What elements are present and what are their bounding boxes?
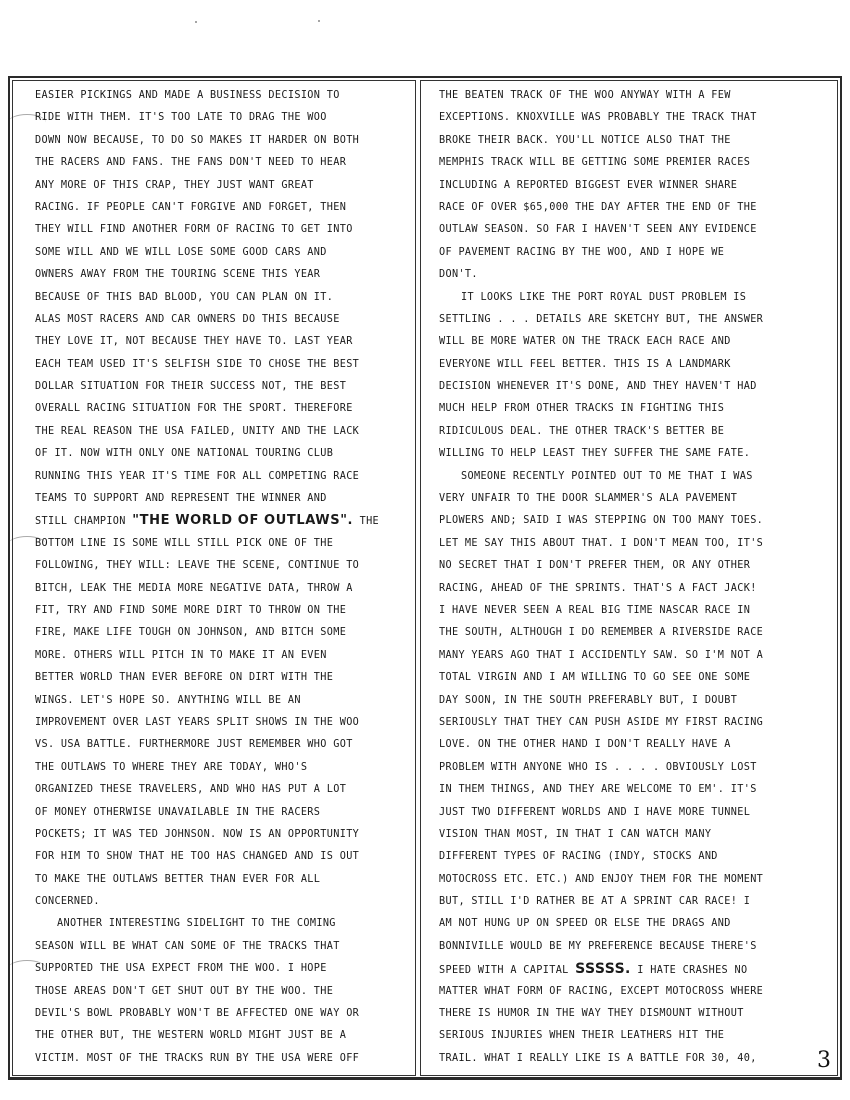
- text-line: SERIOUSLY THAT THEY CAN PUSH ASIDE MY FIRST RACING: [439, 716, 764, 728]
- text-line: IT LOOKS LIKE THE PORT ROYAL DUST PROBLEM IS: [461, 291, 747, 303]
- text-line: MEMPHIS TRACK WILL BE GETTING SOME PREMIER RACES: [439, 157, 751, 169]
- text-line: TEAMS TO SUPPORT AND REPRESENT THE WINNER AND: [35, 493, 327, 505]
- text-line: ALAS MOST RACERS AND CAR OWNERS DO THIS BECAUSE: [35, 313, 340, 325]
- text-line: OVERALL RACING SITUATION FOR THE SPORT. THEREFORE: [35, 403, 353, 415]
- scan-speck: [318, 20, 320, 22]
- left-column-text: [35, 85, 409, 1075]
- left-column: [12, 80, 416, 1076]
- text-line: DOWN NOW BECAUSE, TO DO SO MAKES IT HARDER ON BOTH: [35, 134, 360, 146]
- text-line: TRAIL. WHAT I REALLY LIKE IS A BATTLE FOR 30, 40,: [439, 1052, 757, 1064]
- text-line: DIFFERENT TYPES OF RACING (INDY, STOCKS AND: [439, 851, 718, 863]
- text-line: THEY LOVE IT, NOT BECAUSE THEY HAVE TO. LAST YEAR: [35, 336, 353, 348]
- text-line: RACING, AHEAD OF THE SPRINTS. THAT'S A FACT JACK!: [439, 582, 757, 594]
- text-line: VISION THAN MOST, IN THAT I CAN WATCH MANY: [439, 828, 712, 840]
- text-line: WILLING TO HELP LEAST THEY SUFFER THE SAME FATE.: [439, 448, 751, 460]
- text-line: ANOTHER INTERESTING SIDELIGHT TO THE COMING: [57, 918, 336, 930]
- emphasized-text: SSSSS.: [575, 961, 631, 978]
- text-line: IN THEM THINGS, AND THEY ARE WELCOME TO EM'. IT'S: [439, 784, 757, 796]
- text-line: DON'T.: [439, 269, 478, 281]
- text-line: BROKE THEIR BACK. YOU'LL NOTICE ALSO THAT THE: [439, 134, 731, 146]
- text-line: TO MAKE THE OUTLAWS BETTER THAN EVER FOR ALL: [35, 873, 321, 885]
- text-line: AM NOT HUNG UP ON SPEED OR ELSE THE DRAGS AND: [439, 918, 731, 930]
- text-line: I HAVE NEVER SEEN A REAL BIG TIME NASCAR RACE IN: [439, 604, 751, 616]
- text-line: MANY YEARS AGO THAT I ACCIDENTLY SAW. SO I'M NOT A: [439, 649, 764, 661]
- text-line: PROBLEM WITH ANYONE WHO IS . . . . OBVIOUSLY LOST: [439, 761, 757, 773]
- right-column-text: [439, 85, 827, 1075]
- text-line: FOLLOWING, THEY WILL: LEAVE THE SCENE, CONTINUE TO: [35, 560, 360, 572]
- text-line: INCLUDING A REPORTED BIGGEST EVER WINNER SHARE: [439, 179, 738, 191]
- text-line: IMPROVEMENT OVER LAST YEARS SPLIT SHOWS IN THE WOO: [35, 716, 360, 728]
- text-segment: STILL CHAMPION: [35, 516, 133, 528]
- text-line: THOSE AREAS DON'T GET SHUT OUT BY THE WOO. THE: [35, 985, 334, 997]
- text-line: OF IT. NOW WITH ONLY ONE NATIONAL TOURING CLUB: [35, 448, 334, 460]
- text-line: DEVIL'S BOWL PROBABLY WON'T BE AFFECTED ONE WAY OR: [35, 1008, 360, 1020]
- text-line: SOMEONE RECENTLY POINTED OUT TO ME THAT I WAS: [461, 470, 753, 482]
- text-line: BITCH, LEAK THE MEDIA MORE NEGATIVE DATA, THROW A: [35, 582, 353, 594]
- text-line: PLOWERS AND; SAID I WAS STEPPING ON TOO MANY TOES.: [439, 515, 764, 527]
- text-line: THE BEATEN TRACK OF THE WOO ANYWAY WITH A FEW: [439, 90, 731, 101]
- text-line: THE OUTLAWS TO WHERE THEY ARE TODAY, WHO'S: [35, 761, 308, 773]
- text-line: FIT, TRY AND FIND SOME MORE DIRT TO THROW ON THE: [35, 604, 347, 616]
- text-line: WINGS. LET'S HOPE SO. ANYTHING WILL BE AN: [35, 694, 301, 706]
- text-line: OF MONEY OTHERWISE UNAVAILABLE IN THE RACERS: [35, 806, 321, 818]
- text-line: SOME WILL AND WE WILL LOSE SOME GOOD CARS AND: [35, 246, 327, 258]
- text-line: EXCEPTIONS. KNOXVILLE WAS PROBABLY THE TRACK THAT: [439, 112, 757, 124]
- text-line: [35, 510, 409, 532]
- text-line: RIDE WITH THEM. IT'S TOO LATE TO DRAG THE WOO: [35, 112, 327, 124]
- text-line: TOTAL VIRGIN AND I AM WILLING TO GO SEE ONE SOME: [439, 672, 751, 684]
- text-line: CONCERNED.: [35, 896, 100, 908]
- text-line: MATTER WHAT FORM OF RACING, EXCEPT MOTOCROSS WHERE: [439, 985, 764, 997]
- text-line: BOTTOM LINE IS SOME WILL STILL PICK ONE OF THE: [35, 537, 334, 549]
- text-line: DOLLAR SITUATION FOR THEIR SUCCESS NOT, THE BEST: [35, 381, 347, 393]
- emphasized-text: "THE WORLD OF OUTLAWS".: [132, 513, 354, 529]
- text-line: BECAUSE OF THIS BAD BLOOD, YOU CAN PLAN ON IT.: [35, 291, 334, 303]
- text-line: JUST TWO DIFFERENT WORLDS AND I HAVE MORE TUNNEL: [439, 806, 751, 818]
- text-line: NO SECRET THAT I DON'T PREFER THEM, OR ANY OTHER: [439, 560, 751, 572]
- text-line: RUNNING THIS YEAR IT'S TIME FOR ALL COMPETING RACE: [35, 470, 360, 482]
- text-segment: SPEED WITH A CAPITAL: [439, 965, 576, 977]
- text-line: WILL BE MORE WATER ON THE TRACK EACH RACE AND: [439, 336, 731, 348]
- text-line: RIDICULOUS DEAL. THE OTHER TRACK'S BETTER BE: [439, 425, 725, 437]
- text-line: SETTLING . . . DETAILS ARE SKETCHY BUT, THE ANSWER: [439, 313, 764, 325]
- text-line: EASIER PICKINGS AND MADE A BUSINESS DECISION TO: [35, 90, 340, 101]
- text-line: MUCH HELP FROM OTHER TRACKS IN FIGHTING THIS: [439, 403, 725, 415]
- text-line: VERY UNFAIR TO THE DOOR SLAMMER'S ALA PAVEMENT: [439, 493, 738, 505]
- text-line: RACE OF OVER $65,000 THE DAY AFTER THE END OF THE: [439, 201, 757, 213]
- text-line: [439, 958, 827, 980]
- page-number: 3: [817, 1048, 831, 1073]
- text-line: OWNERS AWAY FROM THE TOURING SCENE THIS YEAR: [35, 269, 321, 281]
- text-line: FOR HIM TO SHOW THAT HE TOO HAS CHANGED AND IS OUT: [35, 851, 360, 863]
- text-line: SUPPORTED THE USA EXPECT FROM THE WOO. I HOPE: [35, 963, 327, 975]
- text-line: BUT, STILL I'D RATHER BE AT A SPRINT CAR RACE! I: [439, 896, 751, 908]
- text-line: ORGANIZED THESE TRAVELERS, AND WHO HAS PUT A LOT: [35, 784, 347, 796]
- text-line: FIRE, MAKE LIFE TOUGH ON JOHNSON, AND BITCH SOME: [35, 627, 347, 639]
- text-line: RACING. IF PEOPLE CAN'T FORGIVE AND FORGET, THEN: [35, 201, 347, 213]
- text-line: MOTOCROSS ETC. ETC.) AND ENJOY THEM FOR THE MOMENT: [439, 873, 764, 885]
- text-line: LET ME SAY THIS ABOUT THAT. I DON'T MEAN TOO, IT'S: [439, 537, 764, 549]
- text-line: VS. USA BATTLE. FURTHERMORE JUST REMEMBER WHO GOT: [35, 739, 353, 751]
- text-line: LOVE. ON THE OTHER HAND I DON'T REALLY HAVE A: [439, 739, 731, 751]
- text-line: SEASON WILL BE WHAT CAN SOME OF THE TRACKS THAT: [35, 940, 340, 952]
- text-line: VICTIM. MOST OF THE TRACKS RUN BY THE USA WERE OFF: [35, 1052, 360, 1064]
- text-line: THE OTHER BUT, THE WESTERN WORLD MIGHT JUST BE A: [35, 1030, 347, 1042]
- text-line: THEY WILL FIND ANOTHER FORM OF RACING TO GET INTO: [35, 224, 353, 236]
- text-line: OF PAVEMENT RACING BY THE WOO, AND I HOPE WE: [439, 246, 725, 258]
- text-segment: THE: [353, 516, 380, 528]
- text-line: MORE. OTHERS WILL PITCH IN TO MAKE IT AN EVEN: [35, 649, 327, 661]
- text-line: THE SOUTH, ALTHOUGH I DO REMEMBER A RIVERSIDE RACE: [439, 627, 764, 639]
- scan-speck: [195, 21, 197, 23]
- right-column: [420, 80, 838, 1076]
- text-line: SERIOUS INJURIES WHEN THEIR LEATHERS HIT THE: [439, 1030, 725, 1042]
- text-line: POCKETS; IT WAS TED JOHNSON. NOW IS AN OPPORTUNITY: [35, 828, 360, 840]
- text-line: THE RACERS AND FANS. THE FANS DON'T NEED TO HEAR: [35, 157, 347, 169]
- text-line: THERE IS HUMOR IN THE WAY THEY DISMOUNT WITHOUT: [439, 1008, 744, 1020]
- text-line: THE REAL REASON THE USA FAILED, UNITY AND THE LACK: [35, 425, 360, 437]
- text-line: DAY SOON, IN THE SOUTH PREFERABLY BUT, I DOUBT: [439, 694, 738, 706]
- text-line: OUTLAW SEASON. SO FAR I HAVEN'T SEEN ANY EVIDENCE: [439, 224, 757, 236]
- text-line: EACH TEAM USED IT'S SELFISH SIDE TO CHOSE THE BEST: [35, 358, 360, 370]
- text-segment: I HATE CRASHES NO: [630, 965, 748, 977]
- text-line: DECISION WHENEVER IT'S DONE, AND THEY HAVEN'T HAD: [439, 381, 757, 393]
- text-line: EVERYONE WILL FEEL BETTER. THIS IS A LANDMARK: [439, 358, 731, 370]
- text-line: BONNIVILLE WOULD BE MY PREFERENCE BECAUSE THERE'S: [439, 940, 757, 952]
- text-line: BETTER WORLD THAN EVER BEFORE ON DIRT WITH THE: [35, 672, 334, 684]
- text-line: ANY MORE OF THIS CRAP, THEY JUST WANT GREAT: [35, 179, 314, 191]
